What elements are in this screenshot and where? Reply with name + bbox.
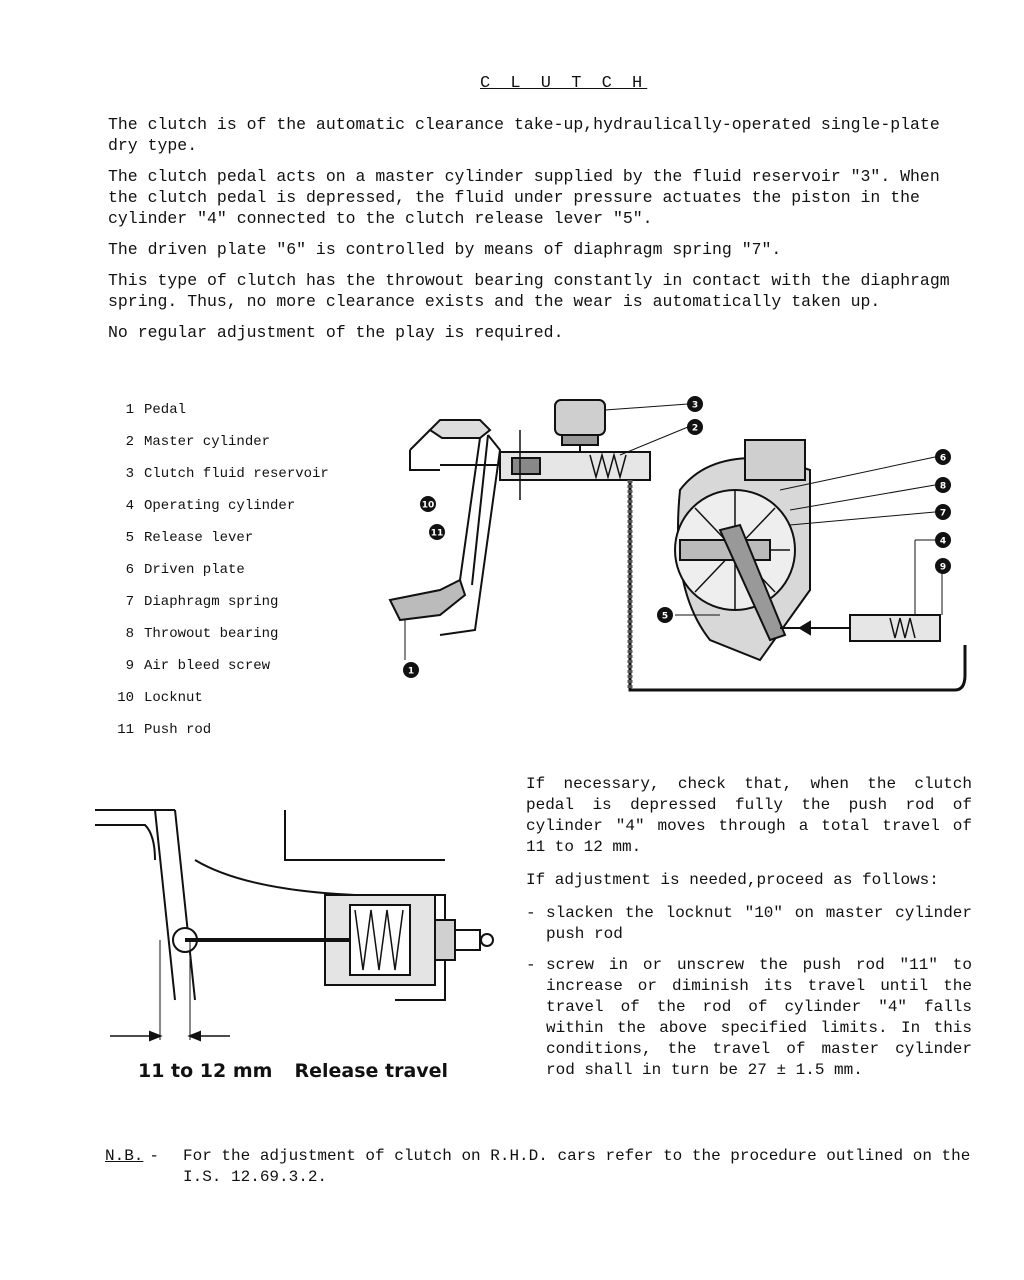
legend-item: 3 Clutch fluid reservoir xyxy=(125,466,329,482)
legend-item: 11 Push rod xyxy=(117,722,212,738)
callout-label: 9 xyxy=(939,562,947,573)
callout-label: 10 xyxy=(421,500,435,511)
list-item: - slacken the locknut "10" on master cylinder push rod xyxy=(526,904,972,943)
intro-paragraph: The driven plate "6" is controlled by means of diaphragm spring "7". xyxy=(108,240,782,259)
travel-label: Release travel xyxy=(294,1060,449,1082)
callout-label: 8 xyxy=(939,481,947,492)
callout-label: 5 xyxy=(661,611,669,622)
check-paragraph: If necessary, check that, when the clutch pedal is depressed fully the push rod of cylinder "4" moves through a total travel of 11 to 12 mm. xyxy=(526,775,972,856)
callout-label: 7 xyxy=(939,508,947,519)
intro-paragraph: The clutch pedal acts on a master cylinder supplied by the fluid reservoir "3". When the clutch pedal is depressed, the fluid under pressure actuates the piston in the cylinder "4" connected to the clutch release lever "5". xyxy=(108,167,940,228)
parts-legend xyxy=(104,402,329,754)
procedure-intro: If adjustment is needed,proceed as follows: xyxy=(526,871,939,889)
intro-paragraph: No regular adjustment of the play is required. xyxy=(108,323,564,342)
page-title: C L U T C H xyxy=(480,74,648,93)
intro-paragraph: The clutch is of the automatic clearance take-up,hydraulically-operated single-plate dry type. xyxy=(108,115,940,155)
legend-item: 9 Air bleed screw xyxy=(125,658,271,674)
legend-item: 5 Release lever xyxy=(125,530,254,546)
intro-paragraph: This type of clutch has the throwout bearing constantly in contact with the diaphragm spring. Thus, no more clearance exists and the wear is automatically taken up. xyxy=(108,271,950,311)
callout-label: 6 xyxy=(939,453,947,464)
note-dash: - xyxy=(149,1147,160,1165)
callout-label: 4 xyxy=(939,536,947,547)
release-travel-caption xyxy=(138,1060,470,1082)
legend-item: 8 Throwout bearing xyxy=(125,626,279,642)
legend-item: 7 Diaphragm spring xyxy=(125,594,279,610)
travel-range: 11 to 12 mm xyxy=(138,1060,273,1082)
legend-item: 1 Pedal xyxy=(125,402,187,418)
callout-label: 2 xyxy=(691,423,699,434)
legend-item: 4 Operating cylinder xyxy=(125,498,296,514)
note-label: N.B. xyxy=(105,1147,144,1165)
legend-item: 2 Master cylinder xyxy=(125,434,271,450)
legend-item: 10 Locknut xyxy=(117,690,203,706)
intro-text xyxy=(108,114,978,353)
clutch-system-diagram xyxy=(380,390,990,720)
list-item: - screw in or unscrew the push rod "11" to increase or diminish its travel until the travel of the rod of cylinder "4" falls within the above specified limits. In this conditions, the travel of master cylinder rod shall in turn be 27 ± 1.5 mm. xyxy=(526,956,972,1079)
callout-label: 1 xyxy=(407,666,415,677)
callout-label: 11 xyxy=(430,528,444,539)
adjustment-instructions xyxy=(526,774,972,1091)
legend-item: 6 Driven plate xyxy=(125,562,245,578)
release-travel-diagram xyxy=(95,800,495,1055)
note xyxy=(105,1146,975,1188)
callout-label: 3 xyxy=(691,400,699,411)
note-text: For the adjustment of clutch on R.H.D. cars refer to the procedure outlined on the I.S. 12.69.3.2. xyxy=(183,1147,971,1186)
